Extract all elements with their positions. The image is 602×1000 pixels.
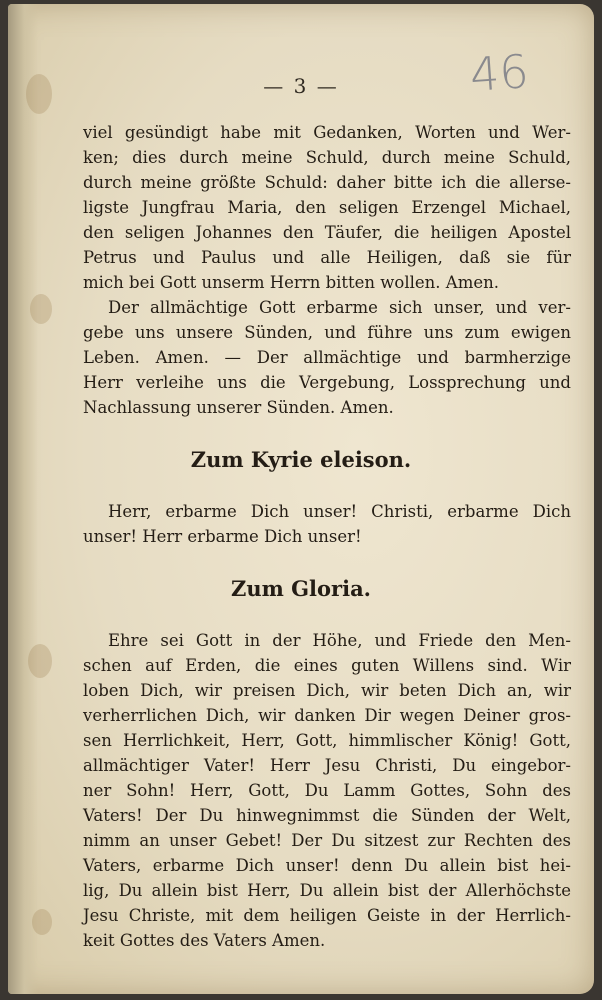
- text-line: durch meine größte Schuld: daher bitte ich die allerse-: [83, 173, 571, 192]
- text-line: Jesu Christe, mit dem heiligen Geiste in der Herrlich-: [83, 906, 571, 925]
- text-line: sen Herrlichkeit, Herr, Gott, himmlischer König! Gott,: [83, 731, 571, 750]
- text-line: ligste Jungfrau Maria, den seligen Erzengel Michael,: [83, 198, 571, 217]
- text-line: Ehre sei Gott in der Höhe, und Friede den Men-: [108, 631, 571, 650]
- text-line: loben Dich, wir preisen Dich, wir beten Dich an, wir: [83, 681, 571, 700]
- text-line: ken; dies durch meine Schuld, durch meine Schuld,: [83, 148, 571, 167]
- book-page: [8, 4, 594, 994]
- handwritten-page-note: 46: [468, 44, 531, 102]
- page-number: — 3 —: [263, 74, 339, 98]
- text-line: allmächtiger Vater! Herr Jesu Christi, Du eingebor-: [83, 756, 571, 775]
- text-line: nimm an unser Gebet! Der Du sitzest zur Rechten des: [83, 831, 571, 850]
- text-line: lig, Du allein bist Herr, Du allein bist der Allerhöchste: [83, 881, 571, 900]
- paper-stain: [28, 644, 52, 678]
- text-line: Petrus und Paulus und alle Heiligen, daß sie für: [83, 248, 571, 267]
- text-line: gebe uns unsere Sünden, und führe uns zum ewigen: [83, 323, 571, 342]
- text-line: Herr, erbarme Dich unser! Christi, erbarme Dich: [108, 502, 571, 521]
- page-spine-shadow: [8, 4, 38, 994]
- section-heading: Zum Kyrie eleison.: [190, 447, 412, 472]
- text-line: schen auf Erden, die eines guten Willens sind. Wir: [83, 656, 571, 675]
- text-line: keit Gottes des Vaters Amen.: [83, 931, 326, 950]
- text-line: den seligen Johannes den Täufer, die heiligen Apostel: [83, 223, 571, 242]
- text-line: Vaters! Der Du hinwegnimmst die Sünden der Welt,: [83, 806, 571, 825]
- section-heading: Zum Gloria.: [230, 576, 371, 601]
- text-line: mich bei Gott unserm Herrn bitten wollen. Amen.: [83, 273, 499, 292]
- text-line: Herr verleihe uns die Vergebung, Lossprechung und: [83, 373, 571, 392]
- text-line: Leben. Amen. — Der allmächtige und barmherzige: [83, 348, 571, 367]
- text-line: Der allmächtige Gott erbarme sich unser, und ver-: [108, 298, 571, 317]
- paper-stain: [32, 909, 52, 935]
- text-line: Nachlassung unserer Sünden. Amen.: [83, 398, 394, 417]
- text-line: verherrlichen Dich, wir danken Dir wegen Deiner gros-: [83, 706, 571, 725]
- text-line: viel gesündigt habe mit Gedanken, Worten und Wer-: [83, 123, 571, 142]
- paper-stain: [30, 294, 52, 324]
- text-line: unser! Herr erbarme Dich unser!: [83, 527, 362, 546]
- text-line: Vaters, erbarme Dich unser! denn Du allein bist hei-: [83, 856, 571, 875]
- text-line: ner Sohn! Herr, Gott, Du Lamm Gottes, Sohn des: [83, 781, 571, 800]
